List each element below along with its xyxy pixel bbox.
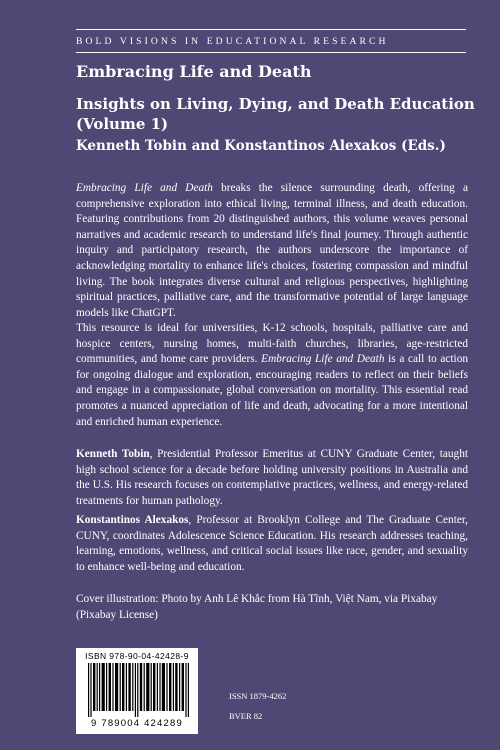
book-subtitle <box>76 94 476 134</box>
description-text-2b: is a call to action for ongoing dialogue and exploration, encouraging readers to reflect on their beliefs and engage in a compassionate, global conversation on mortality. This essential read promotes a nuanced appreciation of life and death, advocating for a more intentional and enriched human experience. <box>76 353 468 428</box>
barcode-bars <box>86 663 192 717</box>
bio-alexakos-text: , Professor at Brooklyn College and The Graduate Center, CUNY, coordinates Adolescence Science Education. His research addresses teaching, learning, emotions, wellness, and critical social issues like race, gender, and sexuality to enhance well-being and education. <box>76 514 468 573</box>
subtitle-line-1: Insights on Living, Dying, and Death Education <box>76 95 475 113</box>
bio-alexakos <box>76 513 468 575</box>
description-text-1: breaks the silence surrounding death, offering a comprehensive exploration into ethical living, terminal illness, and death education. Featuring contributions from 20 distinguished authors, this volume weaves personal narratives and academic research to understand life's final journey. Through authentic inquiry and participatory research, the authors underscore the importance of acknowledging mortality to enhance life's choices, fostering compassion and mindful living. The book integrates diverse cultural and religious perspectives, highlighting spiritual practices, palliative care, and the transformative potential of large language models like ChatGPT. <box>76 182 469 319</box>
ean-digits: 9 789004 424289 <box>91 718 183 729</box>
issn-number: ISSN 1879-4262 <box>229 691 287 701</box>
series-title: BOLD VISIONS IN EDUCATIONAL RESEARCH <box>76 36 389 47</box>
bio-tobin <box>76 447 468 509</box>
book-title: Embracing Life and Death <box>76 62 312 81</box>
isbn-label: ISBN 978-90-04-42428-9 <box>85 651 189 661</box>
description-title-ref-2: Embracing Life and Death <box>261 353 385 366</box>
bio-tobin-text: , Presidential Professor Emeritus at CUNY Graduate Center, taught high school science for a decade before holding university positions in Australia and the U.S. His research focuses on contemplative practices, wellness, and energy-related treatments for human pathology. <box>76 448 468 507</box>
subtitle-line-2: (Volume 1) <box>76 115 169 133</box>
isbn-barcode <box>76 648 198 734</box>
cover-credit: Cover illustration: Photo by Anh Lê Khắc from Hà Tĩnh, Việt Nam, via Pixabay (Pixabay License) <box>76 593 438 621</box>
bio-alexakos-name: Konstantinos Alexakos <box>76 514 189 526</box>
description-paragraph-2 <box>76 321 468 430</box>
bio-tobin-name: Kenneth Tobin <box>76 448 150 460</box>
description-paragraph-1 <box>76 181 468 321</box>
description-text-2a: This resource is ideal for universities, K-12 schools, hospitals, palliative care and hospice centers, nursing homes, multi-faith churches, libraries, age-restricted communities, and home care providers. <box>76 322 468 366</box>
bver-number: BVER 82 <box>229 711 263 721</box>
editors: Kenneth Tobin and Konstantinos Alexakos (Eds.) <box>76 138 446 154</box>
description-title-ref-1: Embracing Life and Death <box>76 182 213 194</box>
top-rule <box>76 29 466 30</box>
series-rule <box>76 52 466 53</box>
